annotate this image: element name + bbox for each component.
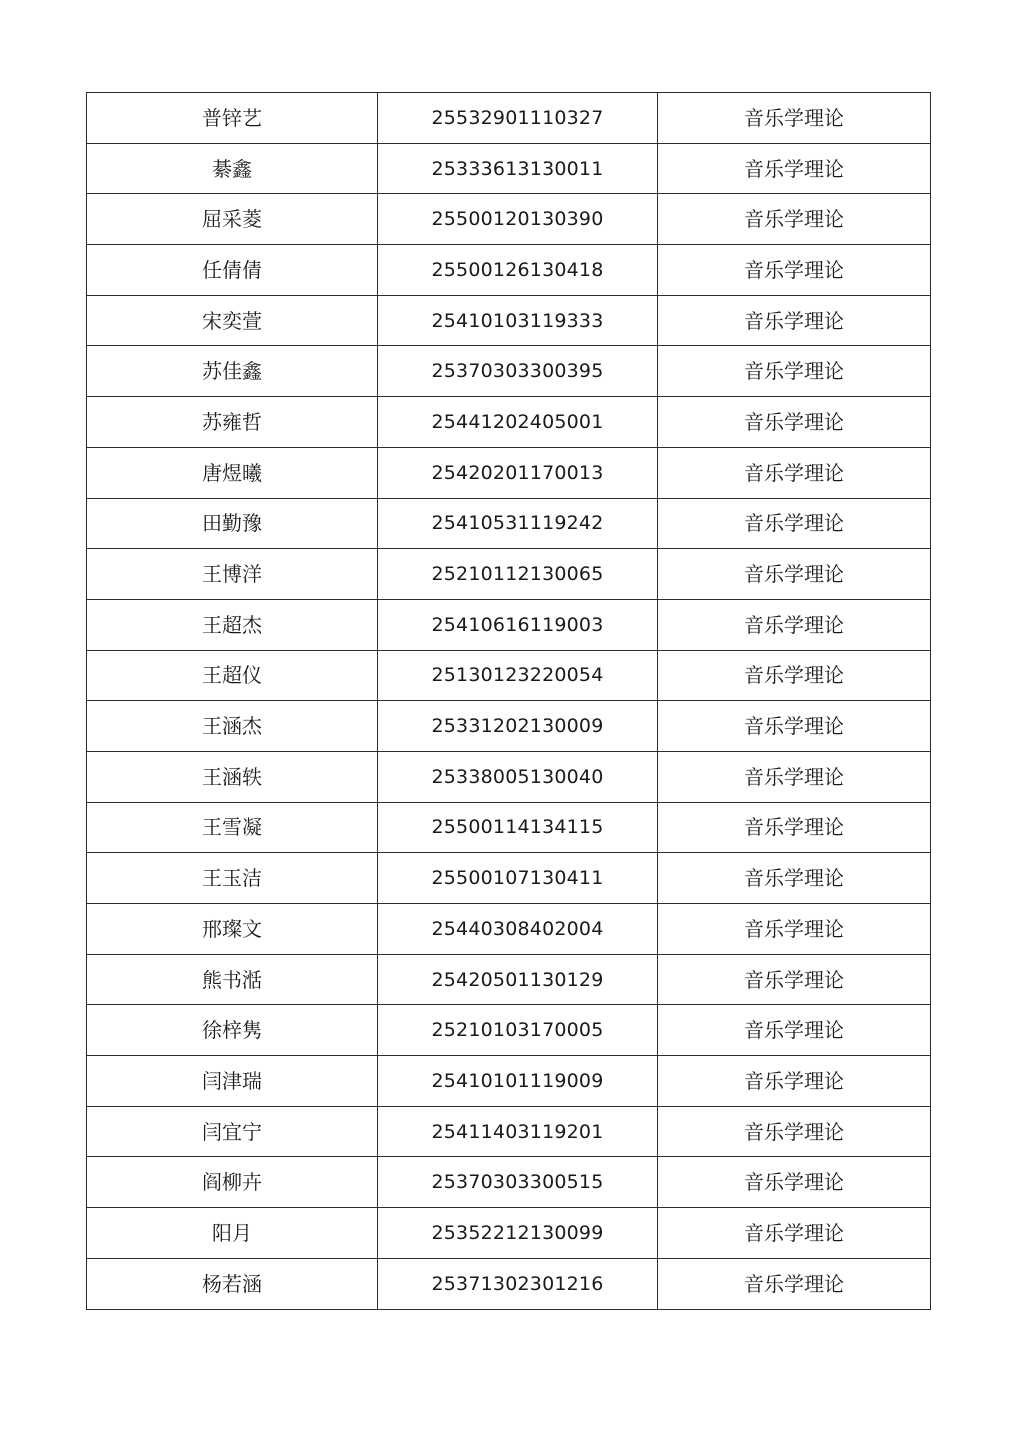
major: 音乐学理论	[658, 245, 931, 296]
table-row	[87, 650, 931, 701]
major: 音乐学理论	[658, 954, 931, 1005]
student-name: 徐梓隽	[87, 1005, 378, 1056]
major: 音乐学理论	[658, 853, 931, 904]
exam-number: 25352212130099	[378, 1208, 658, 1259]
student-name: 王雪凝	[87, 802, 378, 853]
exam-number: 25331202130009	[378, 701, 658, 752]
student-name: 王超仪	[87, 650, 378, 701]
table-row	[87, 751, 931, 802]
table-row	[87, 904, 931, 955]
table-row	[87, 143, 931, 194]
table-row	[87, 1106, 931, 1157]
major: 音乐学理论	[658, 397, 931, 448]
major: 音乐学理论	[658, 194, 931, 245]
major: 音乐学理论	[658, 1056, 931, 1107]
student-name: 王博洋	[87, 549, 378, 600]
major: 音乐学理论	[658, 93, 931, 144]
table-row	[87, 1258, 931, 1309]
exam-number: 25410616119003	[378, 599, 658, 650]
exam-number: 25370303300395	[378, 346, 658, 397]
table-row	[87, 853, 931, 904]
roster-body	[87, 93, 931, 1310]
major: 音乐学理论	[658, 346, 931, 397]
table-row	[87, 701, 931, 752]
student-name: 田勤豫	[87, 498, 378, 549]
table-row	[87, 1157, 931, 1208]
table-row	[87, 346, 931, 397]
major: 音乐学理论	[658, 802, 931, 853]
exam-number: 25532901110327	[378, 93, 658, 144]
student-name: 熊书湉	[87, 954, 378, 1005]
exam-number: 25333613130011	[378, 143, 658, 194]
table-row	[87, 599, 931, 650]
student-name: 王超杰	[87, 599, 378, 650]
exam-number: 25441202405001	[378, 397, 658, 448]
student-name: 苏雍哲	[87, 397, 378, 448]
student-name: 杨若涵	[87, 1258, 378, 1309]
major: 音乐学理论	[658, 1157, 931, 1208]
student-name: 闫津瑞	[87, 1056, 378, 1107]
student-name: 阎柳卉	[87, 1157, 378, 1208]
table-row	[87, 802, 931, 853]
student-name: 普锌艺	[87, 93, 378, 144]
student-name: 苏佳鑫	[87, 346, 378, 397]
major: 音乐学理论	[658, 904, 931, 955]
table-row	[87, 295, 931, 346]
student-name: 任倩倩	[87, 245, 378, 296]
exam-number: 25411403119201	[378, 1106, 658, 1157]
student-name: 邢璨文	[87, 904, 378, 955]
table-row	[87, 1005, 931, 1056]
student-name: 王涵轶	[87, 751, 378, 802]
major: 音乐学理论	[658, 295, 931, 346]
student-name: 王涵杰	[87, 701, 378, 752]
major: 音乐学理论	[658, 1106, 931, 1157]
table-row	[87, 397, 931, 448]
table-row	[87, 1208, 931, 1259]
student-name: 宋奕萱	[87, 295, 378, 346]
exam-number: 25130123220054	[378, 650, 658, 701]
major: 音乐学理论	[658, 1208, 931, 1259]
table-row	[87, 447, 931, 498]
exam-number: 25420501130129	[378, 954, 658, 1005]
table-row	[87, 194, 931, 245]
student-name: 闫宜宁	[87, 1106, 378, 1157]
table-row	[87, 549, 931, 600]
student-name: 阳月	[87, 1208, 378, 1259]
major: 音乐学理论	[658, 599, 931, 650]
exam-number: 25500126130418	[378, 245, 658, 296]
student-name: 王玉洁	[87, 853, 378, 904]
exam-number: 25210103170005	[378, 1005, 658, 1056]
table-row	[87, 1056, 931, 1107]
exam-number: 25371302301216	[378, 1258, 658, 1309]
major: 音乐学理论	[658, 1005, 931, 1056]
major: 音乐学理论	[658, 549, 931, 600]
table-row	[87, 245, 931, 296]
major: 音乐学理论	[658, 650, 931, 701]
exam-number: 25500107130411	[378, 853, 658, 904]
exam-number: 25500120130390	[378, 194, 658, 245]
table-row	[87, 498, 931, 549]
major: 音乐学理论	[658, 701, 931, 752]
exam-number: 25410103119333	[378, 295, 658, 346]
major: 音乐学理论	[658, 447, 931, 498]
student-roster-table	[86, 92, 931, 1310]
exam-number: 25370303300515	[378, 1157, 658, 1208]
table-row	[87, 93, 931, 144]
exam-number: 25410101119009	[378, 1056, 658, 1107]
major: 音乐学理论	[658, 751, 931, 802]
exam-number: 25410531119242	[378, 498, 658, 549]
exam-number: 25338005130040	[378, 751, 658, 802]
student-name: 唐煜曦	[87, 447, 378, 498]
major: 音乐学理论	[658, 498, 931, 549]
exam-number: 25440308402004	[378, 904, 658, 955]
exam-number: 25210112130065	[378, 549, 658, 600]
exam-number: 25500114134115	[378, 802, 658, 853]
major: 音乐学理论	[658, 143, 931, 194]
major: 音乐学理论	[658, 1258, 931, 1309]
exam-number: 25420201170013	[378, 447, 658, 498]
table-row	[87, 954, 931, 1005]
student-name: 屈采菱	[87, 194, 378, 245]
student-name: 綦鑫	[87, 143, 378, 194]
